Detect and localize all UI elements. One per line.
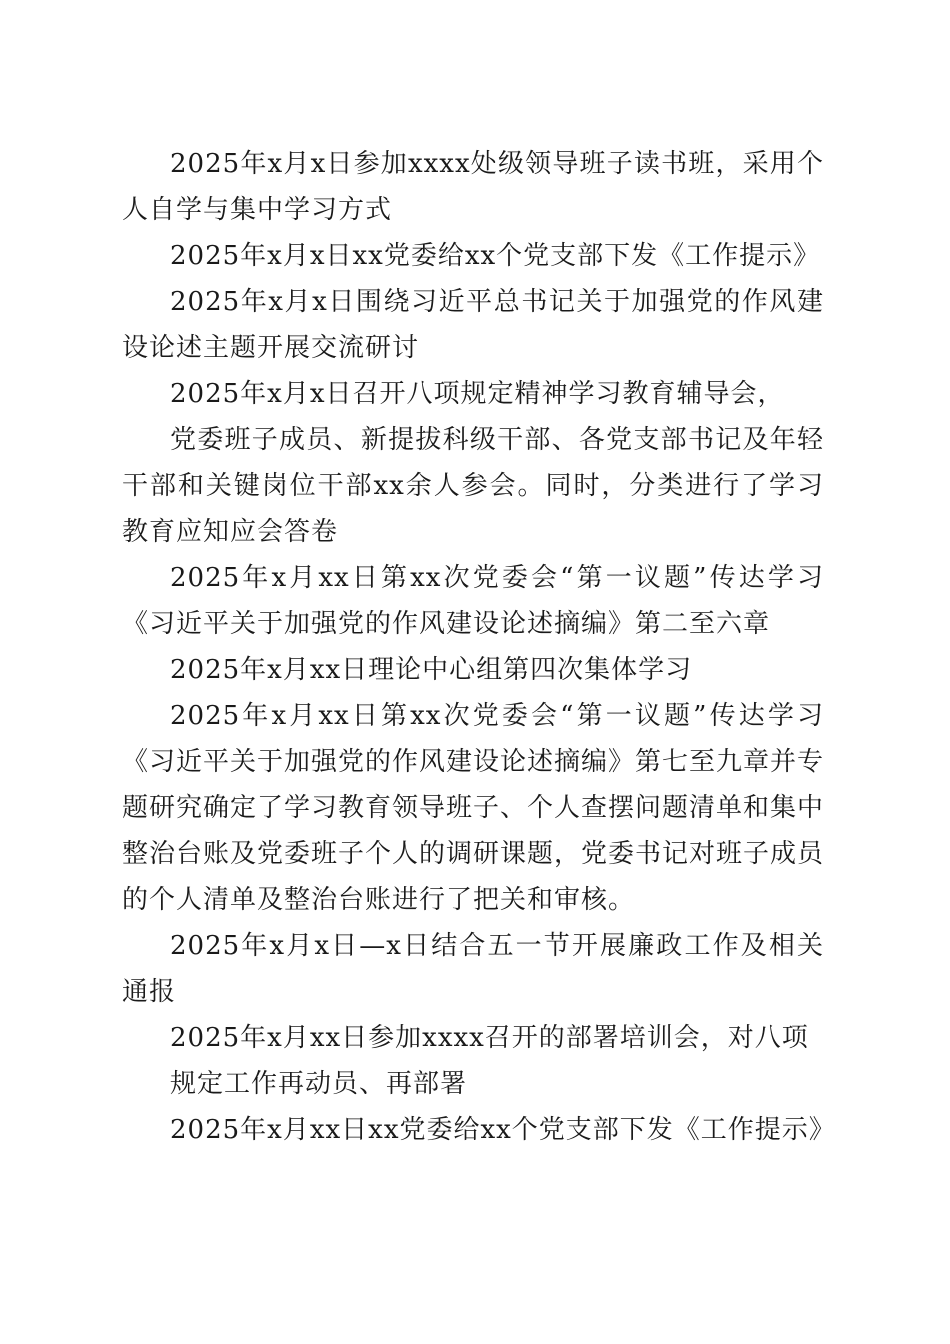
paragraph-reading-class: 2025年x月x日参加xxxx处级领导班子读书班，采用个人自学与集中学习方式 <box>122 149 824 225</box>
paragraph-first-topic-1: 2025年x月xx日第xx次党委会“第一议题”传达学习《习近平关于加强党的作风建设论述摘编》第二至六章 <box>122 563 824 639</box>
paragraph-central-group: 2025年x月xx日理论中心组第四次集体学习 <box>170 655 693 685</box>
paragraph-discussion: 2025年x月x日围绕习近平总书记关于加强党的作风建设论述主题开展交流研讨 <box>122 287 824 363</box>
paragraph-first-topic-2: 2025年x月xx日第xx次党委会“第一议题”传达学习《习近平关于加强党的作风建设论述摘编》第七至九章并专题研究确定了学习教育领导班子、个人查摆问题清单和集中整治台账及党委班子个人的调研课题，党委书记对班子成员的个人清单及整治台账进行了把关和审核。 <box>122 701 825 915</box>
paragraph-integrity-work: 2025年x月x日—x日结合五一节开展廉政工作及相关通报 <box>122 931 824 1007</box>
paragraph-tutoring-meeting: 2025年x月x日召开八项规定精神学习教育辅导会， <box>170 379 785 409</box>
paragraph-training-meeting: 2025年x月xx日参加xxxx召开的部署培训会，对八项 <box>170 1023 809 1053</box>
document-body <box>122 141 836 1153</box>
paragraph-work-notice-2: 2025年x月xx日xx党委给xx个党支部下发《工作提示》 <box>170 1115 836 1145</box>
paragraph-work-notice-1: 2025年x月x日xx党委给xx个党支部下发《工作提示》 <box>170 241 821 271</box>
paragraph-attendees: 党委班子成员、新提拔科级干部、各党支部书记及年轻干部和关键岗位干部xx余人参会。同时，分类进行了学习教育应知应会答卷 <box>122 425 824 547</box>
paragraph-redeployment: 规定工作再动员、再部署 <box>170 1069 468 1099</box>
